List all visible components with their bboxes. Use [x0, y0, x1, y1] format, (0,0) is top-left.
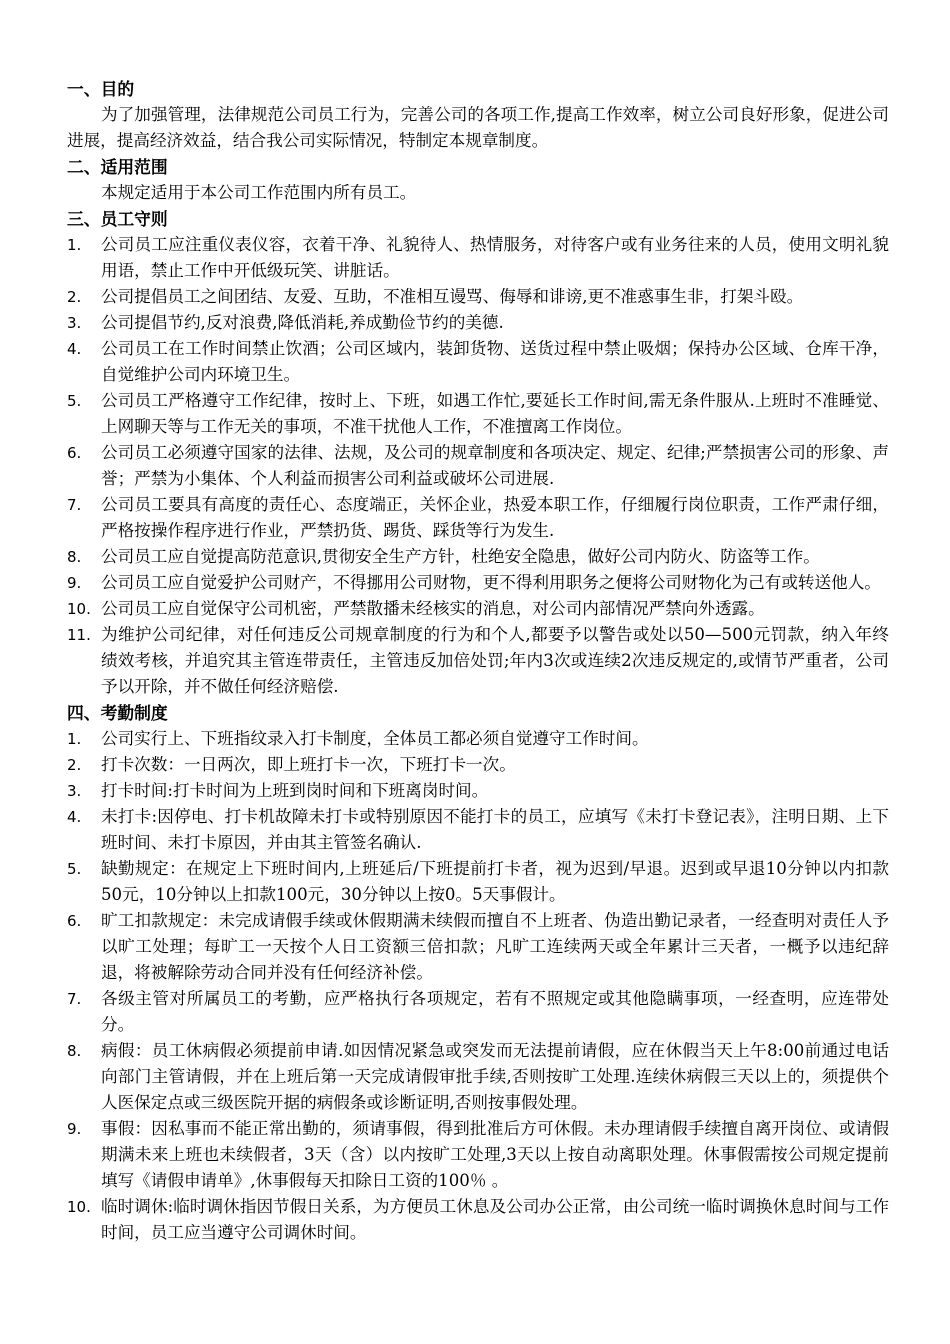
list-item: [67, 908, 889, 986]
item-text: 病假：员工休病假必须提前申请.如因情况紧急或突发而无法提前请假，应在休假当天上午8:00前通过电话向部门主管请假，并在上班后第一天完成请假审批手续,否则按旷工处理.连续休病假三天以上的，须提供个人医保定点或三级医院开据的病假条或诊断证明,否则按事假处理。: [101, 1041, 889, 1112]
item-text: 公司员工要具有高度的责任心、态度端正，关怀企业，热爱本职工作，仔细履行岗位职责，工作严肃仔细，严格按操作程序进行作业，严禁扔货、踢货、踩货等行为发生.: [101, 495, 889, 540]
item-text: 打卡次数：一日两次，即上班打卡一次，下班打卡一次。: [101, 755, 516, 774]
item-number: 7.: [67, 496, 82, 514]
list-item: [67, 570, 889, 596]
item-text: 未打卡:因停电、打卡机故障未打卡或特别原因不能打卡的员工，应填写《未打卡登记表》，注明日期、上下班时间、未打卡原因，并由其主管签名确认.: [101, 807, 889, 852]
item-number: 9.: [67, 1120, 82, 1138]
list-item: [67, 284, 889, 310]
item-text: 公司员工应自觉保守公司机密，严禁散播未经核实的消息，对公司内部情况严禁向外透露。: [101, 599, 765, 618]
item-text: 公司员工应自觉爱护公司财产，不得挪用公司财物，更不得利用职务之便将公司财物化为己有或转送他人。: [101, 573, 881, 592]
item-text: 事假：因私事而不能正常出勤的，须请事假，得到批准后方可休假。未办理请假手续擅自离开岗位、或请假期满未来上班也未续假者，3天（含）以内按旷工处理,3天以上按自动离职处理。休事假需按公司规定提前填写《请假申请单》,休事假每天扣除日工资的100％ 。: [101, 1119, 889, 1190]
item-text: 公司员工应注重仪表仪容，衣着干净、礼貌待人、热情服务，对待客户或有业务往来的人员，使用文明礼貌用语，禁止工作中开低级玩笑、讲脏话。: [101, 235, 889, 280]
item-number: 6.: [67, 444, 82, 462]
section-heading-employee-rules: 三、员工守则: [67, 209, 168, 229]
list-item: [67, 1038, 889, 1116]
employee-rules-list: [67, 232, 889, 700]
list-item: [67, 232, 889, 284]
item-text: 为维护公司纪律，对任何违反公司规章制度的行为和个人,都要予以警告或处以50—500元罚款，纳入年终绩效考核，并追究其主管连带责任，主管违反加倍处罚;年内3次或连续2次违反规定的,或情节严重者，公司予以开除，并不做任何经济赔偿.: [101, 625, 889, 696]
item-number: 8.: [67, 548, 82, 566]
item-number: 7.: [67, 990, 82, 1008]
item-text: 公司实行上、下班指纹录入打卡制度，全体员工都必须自觉遵守工作时间。: [101, 729, 649, 748]
item-text: 公司提倡员工之间团结、友爱、互助，不准相互谩骂、侮辱和诽谤,更不准惑事生非，打架斗殴。: [101, 287, 804, 306]
section-heading-attendance: 四、考勤制度: [67, 703, 168, 723]
list-item: [67, 1194, 889, 1246]
item-number: 3.: [67, 314, 82, 332]
item-number: 10.: [67, 600, 91, 618]
list-item: [67, 752, 889, 778]
item-number: 4.: [67, 808, 82, 826]
item-number: 4.: [67, 340, 82, 358]
item-number: 1.: [67, 730, 82, 748]
item-number: 6.: [67, 912, 82, 930]
item-number: 9.: [67, 574, 82, 592]
item-number: 1.: [67, 236, 82, 254]
list-item: [67, 622, 889, 700]
list-item: [67, 492, 889, 544]
item-number: 2.: [67, 288, 82, 306]
item-text: 公司员工应自觉提高防范意识,贯彻安全生产方针，杜绝安全隐患，做好公司内防火、防盗等工作。: [101, 547, 820, 566]
list-item: [67, 388, 889, 440]
purpose-paragraph: 为了加强管理，法律规范公司员工行为，完善公司的各项工作,提高工作效率，树立公司良好形象，促进公司进展，提高经济效益，结合我公司实际情况，特制定本规章制度。: [67, 105, 889, 150]
document-body: [67, 76, 889, 1246]
item-text: 公司员工必须遵守国家的法律、法规，及公司的规章制度和各项决定、规定、纪律;严禁损害公司的形象、声誉；严禁为小集体、个人利益而损害公司利益或破坏公司进展.: [101, 443, 889, 488]
list-item: [67, 1116, 889, 1194]
item-text: 临时调休:临时调休指因节假日关系，为方便员工休息及公司办公正常，由公司统一临时调换休息时间与工作时间，员工应当遵守公司调休时间。: [101, 1197, 889, 1242]
section-heading-purpose: 一、目的: [67, 79, 135, 99]
list-item: [67, 440, 889, 492]
item-text: 打卡时间:打卡时间为上班到岗时间和下班离岗时间。: [101, 781, 489, 800]
item-number: 10.: [67, 1198, 91, 1216]
item-text: 缺勤规定：在规定上下班时间内,上班延后/下班提前打卡者，视为迟到/早退。迟到或早退10分钟以内扣款50元，10分钟以上扣款100元，30分钟以上按0。5天事假计。: [101, 859, 889, 904]
item-number: 2.: [67, 756, 82, 774]
attendance-rules-list: [67, 726, 889, 1246]
list-item: [67, 856, 889, 908]
item-number: 3.: [67, 782, 82, 800]
scope-paragraph: 本规定适用于本公司工作范围内所有员工。: [101, 183, 417, 202]
list-item: [67, 726, 889, 752]
list-item: [67, 804, 889, 856]
item-number: 11.: [67, 626, 91, 644]
item-text: 公司员工严格遵守工作纪律，按时上、下班，如遇工作忙,要延长工作时间,需无条件服从.上班时不准睡觉、上网聊天等与工作无关的事项，不准干扰他人工作，不准擅离工作岗位。: [101, 391, 889, 436]
list-item: [67, 986, 889, 1038]
item-number: 5.: [67, 392, 82, 410]
list-item: [67, 778, 889, 804]
list-item: [67, 596, 889, 622]
list-item: [67, 544, 889, 570]
item-text: 公司员工在工作时间禁止饮酒；公司区域内，装卸货物、送货过程中禁止吸烟；保持办公区域、仓库干净，自觉维护公司内环境卫生。: [101, 339, 889, 384]
item-number: 8.: [67, 1042, 82, 1060]
item-number: 5.: [67, 860, 82, 878]
item-text: 公司提倡节约,反对浪费,降低消耗,养成勤俭节约的美德.: [101, 313, 504, 332]
item-text: 旷工扣款规定：未完成请假手续或休假期满未续假而擅自不上班者、伪造出勤记录者，一经查明对责任人予以旷工处理；每旷工一天按个人日工资额三倍扣款；凡旷工连续两天或全年累计三天者，一概予以违纪辞退，将被解除劳动合同并没有任何经济补偿。: [101, 911, 889, 982]
list-item: [67, 310, 889, 336]
section-heading-scope: 二、适用范围: [67, 157, 168, 177]
item-text: 各级主管对所属员工的考勤，应严格执行各项规定，若有不照规定或其他隐瞒事项，一经查明，应连带处分。: [101, 989, 889, 1034]
list-item: [67, 336, 889, 388]
